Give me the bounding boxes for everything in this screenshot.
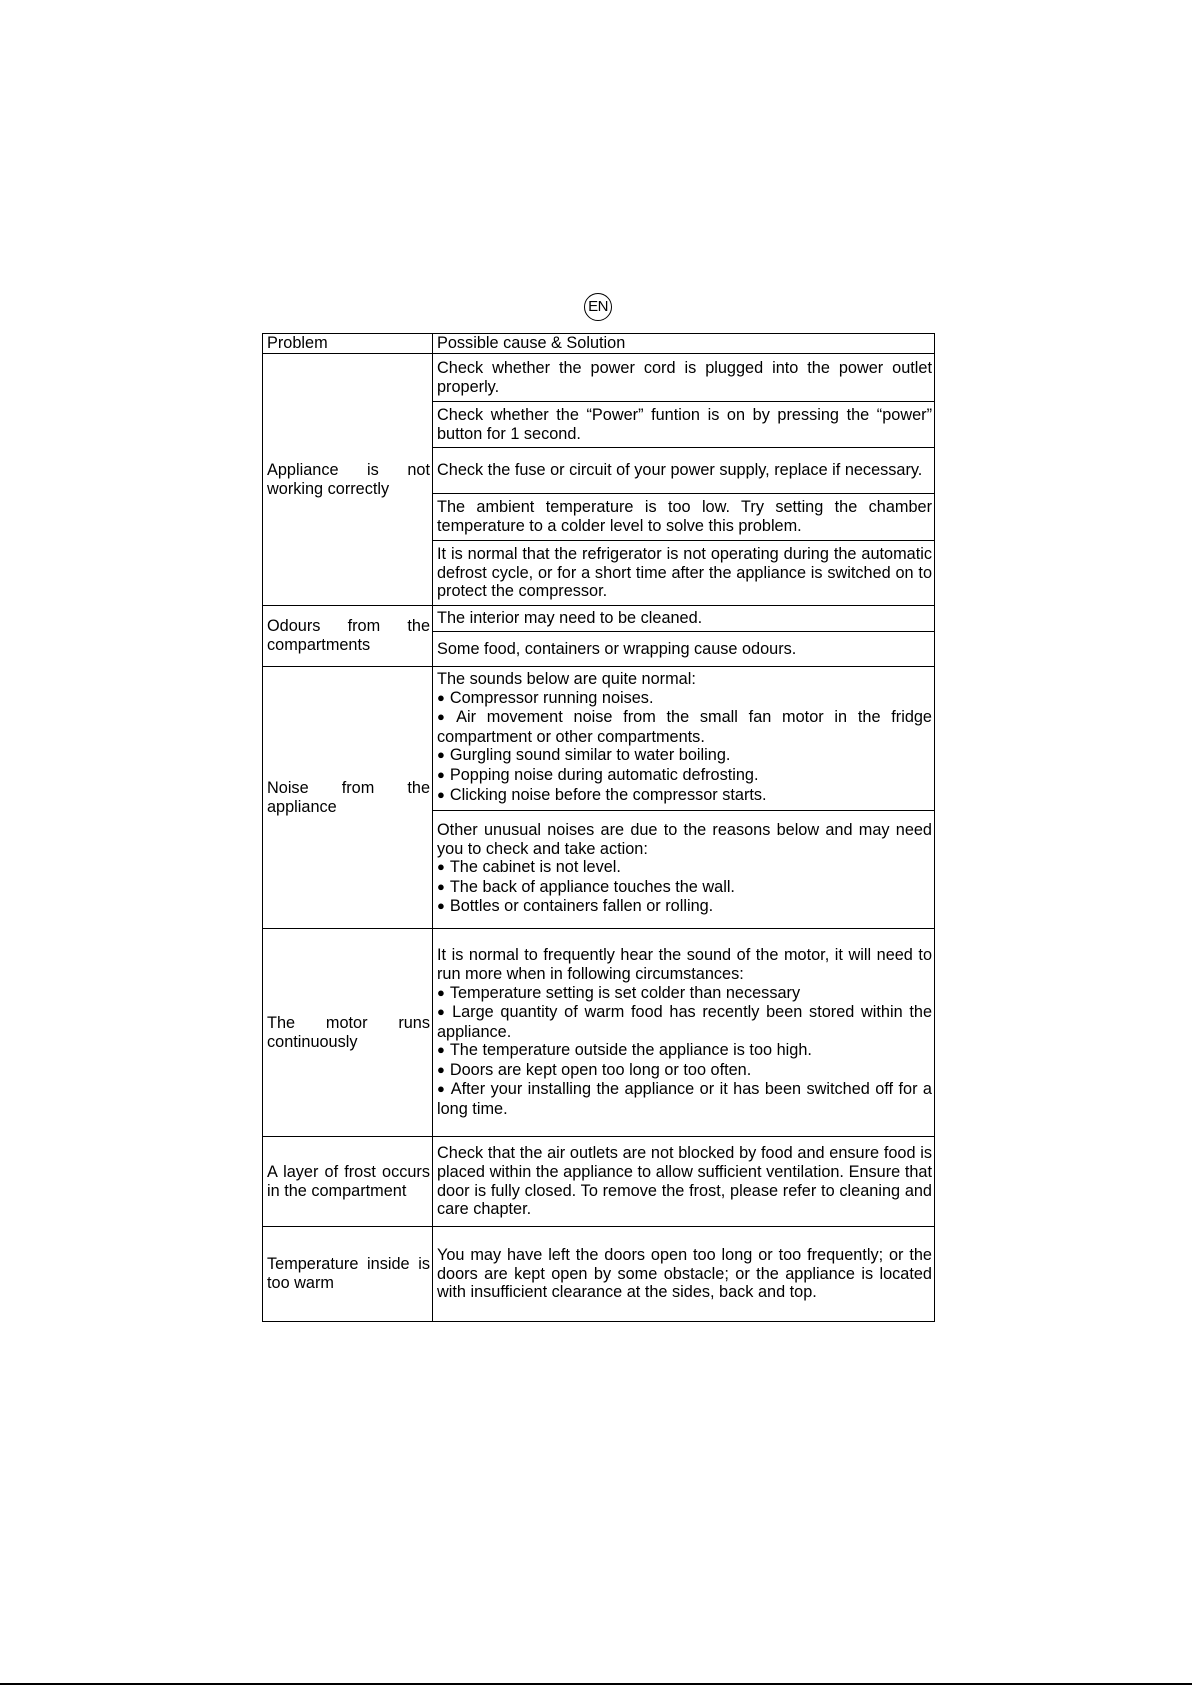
bullet-item: ● Bottles or containers fallen or rolling. <box>437 897 714 916</box>
problem-cell: The motor runs continuously <box>263 929 433 1137</box>
cause-cell: You may have left the doors open too long or too frequently; or the doors are kept open by some obstacle; or the appliance is located with insufficient clearance at the sides, back and top. <box>433 1227 935 1322</box>
bullet-icon: ● <box>437 1061 445 1077</box>
cause-cell: Check whether the power cord is plugged into the power outlet properly. <box>433 354 935 402</box>
language-badge-en: EN <box>584 293 612 321</box>
problem-cell: Noise from the appliance <box>263 667 433 929</box>
cause-cell: The interior may need to be cleaned. <box>433 606 935 632</box>
bullet-item: ● Clicking noise before the compressor starts. <box>437 785 767 804</box>
cause-intro: The sounds below are quite normal: <box>437 670 696 688</box>
bullet-icon: ● <box>437 689 445 705</box>
bullet-icon: ● <box>437 766 445 782</box>
cause-cell: It is normal that the refrigerator is not operating during the automatic defrost cycle, or for a short time after the appliance is switched on to protect the compressor. <box>433 541 935 606</box>
cause-cell: Check the fuse or circuit of your power supply, replace if necessary. <box>433 448 935 494</box>
cause-cell: Check whether the “Power” funtion is on by pressing the “power” button for 1 second. <box>433 402 935 448</box>
table-header-row <box>263 334 935 354</box>
bullet-item: ● Compressor running noises. <box>437 688 654 707</box>
bullet-item: ● Popping noise during automatic defrosting. <box>437 765 759 784</box>
bullet-item: ● The cabinet is not level. <box>437 858 621 877</box>
bullet-icon: ● <box>437 984 445 1000</box>
bullet-icon: ● <box>437 878 445 894</box>
bullet-item: ● Temperature setting is set colder than necessary <box>437 983 801 1002</box>
bullet-item: ● Air movement noise from the small fan motor in the fridge compartment or other compartments. <box>437 708 932 746</box>
cause-intro: Other unusual noises are due to the reasons below and may need you to check and take action: <box>437 821 932 858</box>
bullet-item: ● Large quantity of warm food has recently been stored within the appliance. <box>437 1003 933 1041</box>
bullet-item: ● Gurgling sound similar to water boiling. <box>437 746 731 765</box>
bullet-item: ● The temperature outside the appliance is too high. <box>437 1041 812 1060</box>
bullet-icon: ● <box>437 1081 446 1097</box>
bullet-icon: ● <box>437 859 445 875</box>
bullet-icon: ● <box>437 898 445 914</box>
cause-cell: Some food, containers or wrapping cause odours. <box>433 632 935 667</box>
table-row <box>263 1227 935 1322</box>
header-problem: Problem <box>263 334 433 354</box>
table-row <box>263 1137 935 1227</box>
problem-cell: Odours from the compartments <box>263 606 433 667</box>
cause-intro: It is normal to frequently hear the sound of the motor, it will need to run more when in following circumstances: <box>437 946 932 983</box>
cause-cell: Check that the air outlets are not blocked by food and ensure food is placed within the appliance to allow sufficient ventilation. Ensure that door is fully closed. To remove the frost, please refer to cleaning and care chapter. <box>433 1137 935 1227</box>
bullet-icon: ● <box>437 709 452 725</box>
bullet-item: ● After your installing the appliance or it has been switched off for a long time. <box>437 1080 932 1119</box>
table-row <box>263 667 935 811</box>
table-row <box>263 929 935 1137</box>
bullet-icon: ● <box>437 1042 445 1058</box>
problem-cell: Temperature inside is too warm <box>263 1227 433 1322</box>
troubleshooting-table <box>262 333 935 1322</box>
problem-cell: Appliance is not working correctly <box>263 354 433 606</box>
cause-cell <box>433 811 935 929</box>
cause-cell <box>433 667 935 811</box>
table-row <box>263 606 935 632</box>
table-row <box>263 354 935 402</box>
bullet-icon: ● <box>437 786 445 802</box>
cause-cell: The ambient temperature is too low. Try setting the chamber temperature to a colder level to solve this problem. <box>433 494 935 541</box>
bullet-item: ● The back of appliance touches the wall. <box>437 877 735 896</box>
bullet-icon: ● <box>437 747 445 763</box>
bullet-icon: ● <box>437 1004 448 1020</box>
header-possible-cause-solution: Possible cause & Solution <box>433 334 935 354</box>
bullet-item: ● Doors are kept open too long or too often. <box>437 1060 752 1079</box>
problem-cell: A layer of frost occurs in the compartment <box>263 1137 433 1227</box>
cause-cell <box>433 929 935 1137</box>
